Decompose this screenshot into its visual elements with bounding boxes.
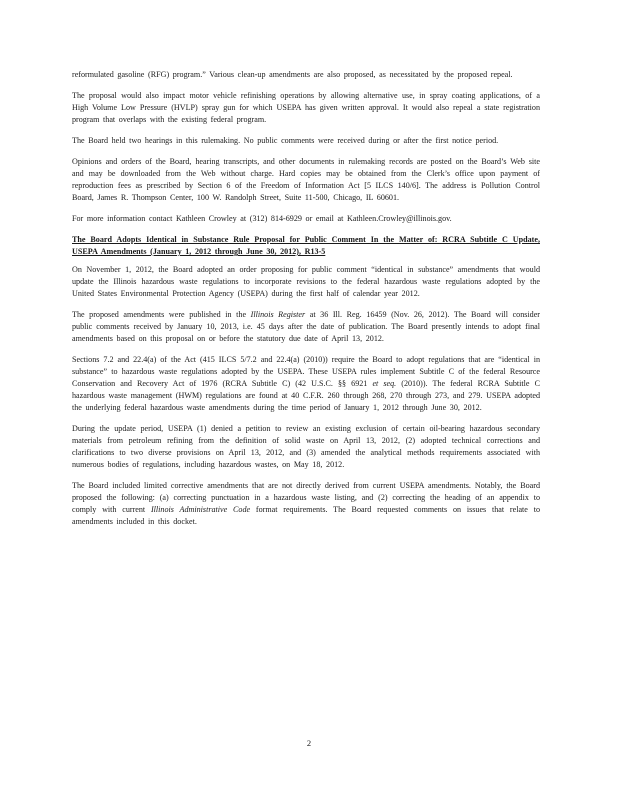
et-seq: et seq. xyxy=(372,379,397,388)
paragraph-refinishing-operations: The proposal would also impact motor vehicle refinishing operations by allowing alternative use, in spray coating applications, of a High Volume Low Pressure (HVLP) spray gun for which USEPA has given written approval. It would also repeal a state registration program that overlaps with the existing federal program. xyxy=(72,91,540,124)
paragraph-records-access: Opinions and orders of the Board, hearing transcripts, and other documents in rulemaking records are posted on the Board’s Web site and may be downloaded from the Web without charge. Hard copies may be obtained from the Clerk’s office upon payment of reproduction fees as prescribed by Section 6 of the Freedom of Information Act [5 ILCS 140/6]. The address is Pollution Control Board, James R. Thompson Center, 100 W. Randolph Street, Suite 11-500, Chicago, IL 60601. xyxy=(72,157,540,202)
admin-code-title: Illinois Administrative Code xyxy=(150,505,251,514)
section-heading-rcra: The Board Adopts Identical in Substance Rule Proposal for Public Comment In the Matter of: RCRA Subtitle C Update, USEPA Amendments (January 1, 2012 through June 30, 2012), R13-5 xyxy=(72,235,540,256)
paragraph-board-order: On November 1, 2012, the Board adopted an order proposing for public comment “identical in substance” amendments that would update the Illinois hazardous waste regulations to incorporate revisions to the federal hazardous waste regulations adopted by the United States Environmental Protection Agency (USEPA) during the first half of calendar year 2012. xyxy=(72,265,540,298)
paragraph-contact-info: For more information contact Kathleen Crowley at (312) 814-6929 or email at Kathleen.Crowley@illinois.gov. xyxy=(72,214,452,223)
paragraph-corrective-amendments: The Board included limited corrective amendments that are not directly derived from current USEPA amendments. Notably, the Board proposed the following: (a) correcting punctuation in a hazardous waste listing, and (2) correcting the heading of an appendix to comply with current Illinois Administrative Code format requirements. The Board requested comments on issues that relate to amendments included in this docket. xyxy=(72,481,540,526)
paragraph-hearings: The Board held two hearings in this rulemaking. No public comments were received during or after the first notice period. xyxy=(72,136,499,145)
paragraph-update-period: During the update period, USEPA (1) denied a petition to review an existing exclusion of certain oil-bearing hazardous secondary materials from petroleum refining from the definition of solid waste on April 13, 2012, (2) adopted technical corrections and clarifications to two diverse provisions on April 13, 2012, and (3) amended the analytical methods requirements associated with numerous bodies of regulations, including hazardous wastes, on May 18, 2012. xyxy=(72,424,540,469)
paragraph-statutory-basis: Sections 7.2 and 22.4(a) of the Act (415 ILCS 5/7.2 and 22.4(a) (2010)) require the Board to adopt regulations that are “identical in substance” to hazardous waste regulations adopted by the USEPA. These USEPA rules implement Subtitle C of the federal Resource Conservation and Recovery Act of 1976 (RCRA Subtitle C) (42 U.S.C. §§ 6921 et seq. (2010)). The federal RCRA Subtitle C hazardous waste management (HWM) regulations are found at 40 C.F.R. 260 through 268, 270 through 273, and 279. USEPA adopted the underlying federal hazardous waste amendments during the time period of January 1, 2012 through June 30, 2012. xyxy=(72,355,540,412)
document-body xyxy=(72,69,540,537)
register-title: Illinois Register xyxy=(250,310,306,319)
paragraph-publication: The proposed amendments were published in the Illinois Register at 36 Ill. Reg. 16459 (Nov. 26, 2012). The Board will consider public comments received by January 10, 2013, i.e. 45 days after the date of publication. The Board presently intends to adopt final amendments based on this proposal on or before the statutory due date of April 13, 2012. xyxy=(72,310,541,343)
page-number: 2 xyxy=(306,738,312,748)
paragraph-rfg-repeal: reformulated gasoline (RFG) program.” Various clean-up amendments are also proposed, as necessitated by the proposed repeal. xyxy=(72,70,513,79)
